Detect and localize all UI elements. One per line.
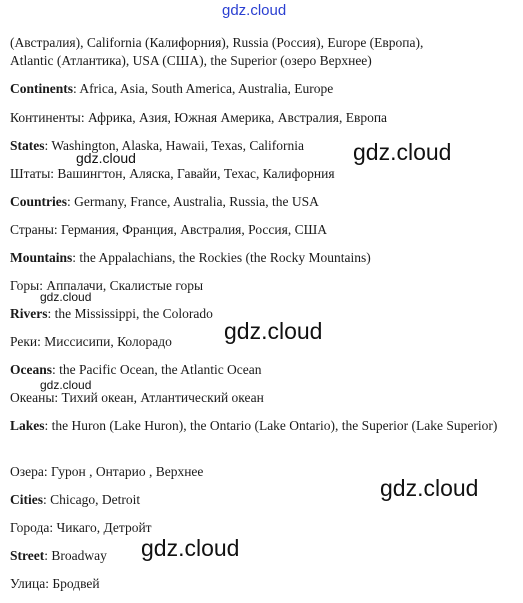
oceans-list: : the Pacific Ocean, the Atlantic Ocean bbox=[52, 362, 262, 377]
states-russian: Штаты: Вашингтон, Аляска, Гавайи, Техас, Калифорния bbox=[10, 166, 335, 181]
continuation-line-1: (Австралия), California (Калифорния), Russia (Россия), Europe (Европа), bbox=[10, 35, 424, 50]
rivers-russian: Реки: Миссисипи, Колорадо bbox=[10, 334, 172, 349]
rivers-list: : the Mississippi, the Colorado bbox=[47, 306, 213, 321]
countries-english bbox=[10, 193, 319, 211]
countries-heading: Countries bbox=[10, 194, 67, 209]
oceans-russian: Океаны: Тихий океан, Атлантический океан bbox=[10, 390, 264, 405]
continuation-line-2: Atlantic (Атлантика), USA (США), the Superior (озеро Верхнее) bbox=[10, 53, 372, 68]
watermark: gdz.cloud bbox=[380, 475, 479, 501]
continents-russian: Континенты: Африка, Азия, Южная Америка, Австралия, Европа bbox=[10, 110, 388, 125]
continents-heading: Continents bbox=[10, 81, 74, 96]
rivers-english bbox=[10, 305, 213, 323]
oceans-english bbox=[10, 361, 262, 379]
rivers-heading: Rivers bbox=[10, 306, 48, 321]
watermark: gdz.cloud bbox=[40, 290, 92, 304]
street-russian: Улица: Бродвей bbox=[10, 576, 100, 591]
watermark: gdz.cloud bbox=[224, 318, 323, 344]
continents-english bbox=[10, 80, 333, 98]
states-heading: States bbox=[10, 138, 45, 153]
countries-russian: Страны: Германия, Франция, Австралия, Россия, США bbox=[10, 222, 327, 237]
street-english bbox=[10, 547, 107, 565]
lakes-english bbox=[10, 417, 510, 435]
mountains-list: : the Appalachians, the Rockies (the Rocky Mountains) bbox=[72, 250, 371, 265]
lakes-russian: Озера: Гурон , Онтарио , Верхнее bbox=[10, 464, 204, 479]
cities-heading: Cities bbox=[10, 492, 43, 507]
cities-list: : Chicago, Detroit bbox=[43, 492, 141, 507]
mountains-english bbox=[10, 249, 371, 267]
watermark: gdz.cloud bbox=[141, 535, 240, 561]
watermark: gdz.cloud bbox=[40, 378, 92, 392]
states-list: : Washington, Alaska, Hawaii, Texas, California bbox=[44, 138, 305, 153]
street-list: : Broadway bbox=[44, 548, 107, 563]
mountains-russian: Горы: Аппалачи, Скалистые горы bbox=[10, 278, 204, 293]
watermark: gdz.cloud bbox=[353, 139, 452, 165]
watermark-top: gdz.cloud bbox=[222, 2, 287, 19]
cities-english bbox=[10, 491, 140, 509]
mountains-heading: Mountains bbox=[10, 250, 73, 265]
lakes-list: : the Huron (Lake Huron), the Ontario (Lake Ontario), the Superior (Lake Superior) bbox=[44, 418, 498, 433]
continents-list: : Africa, Asia, South America, Australia, Europe bbox=[73, 81, 334, 96]
countries-list: : Germany, France, Australia, Russia, the USA bbox=[67, 194, 319, 209]
cities-russian: Города: Чикаго, Детройт bbox=[10, 520, 152, 535]
watermark: gdz.cloud bbox=[76, 150, 136, 166]
street-heading: Street bbox=[10, 548, 45, 563]
lakes-heading: Lakes bbox=[10, 418, 45, 433]
oceans-heading: Oceans bbox=[10, 362, 52, 377]
states-english bbox=[10, 137, 304, 155]
